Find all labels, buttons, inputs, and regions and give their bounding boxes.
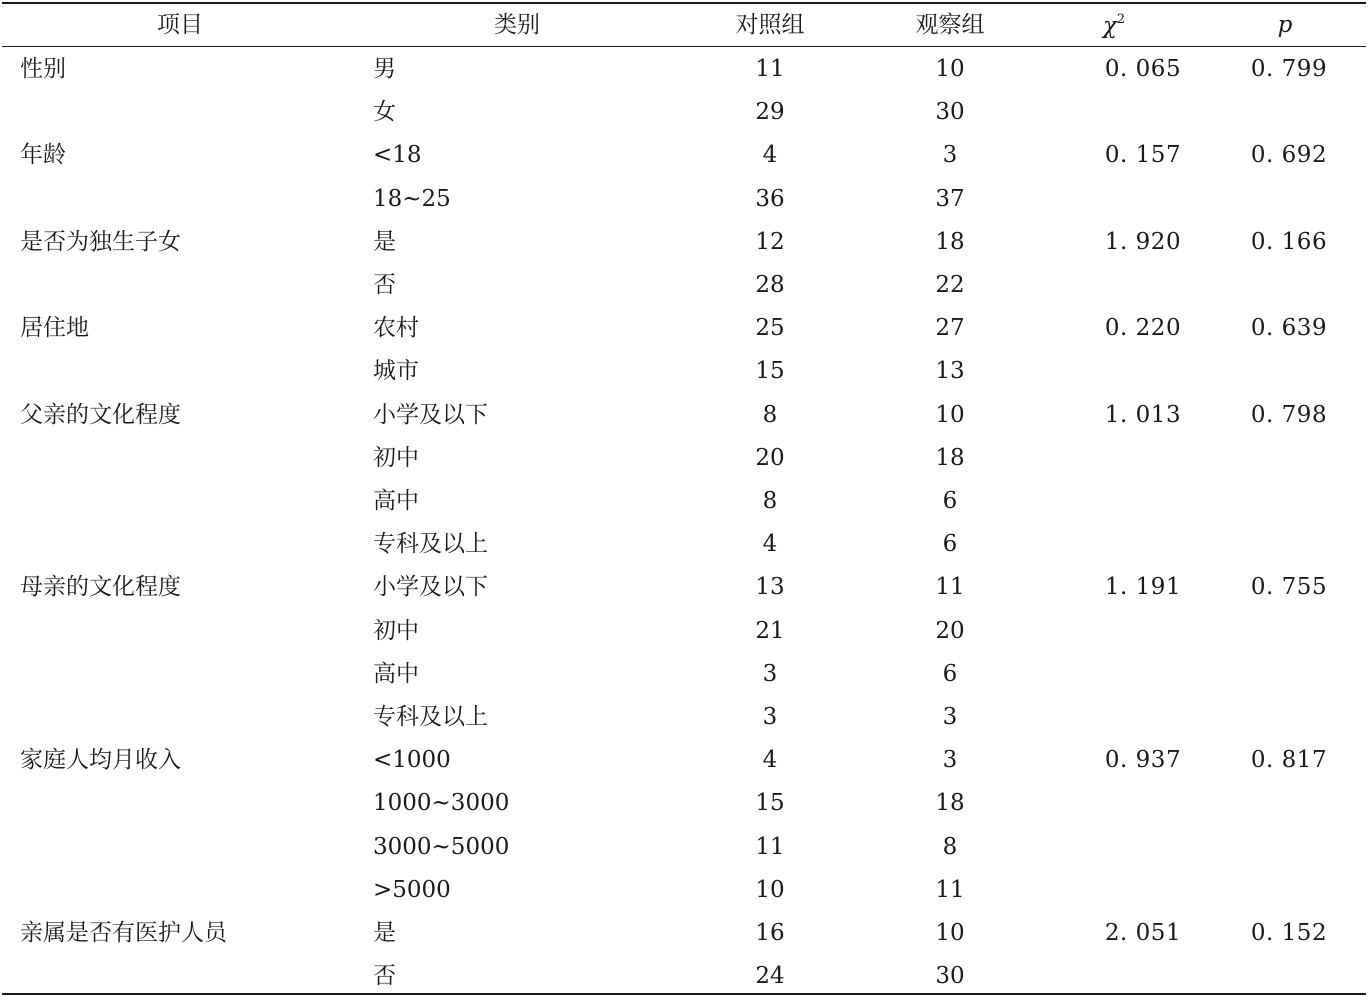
row-observation-count: 6 [942, 531, 958, 558]
row-control-count: 28 [755, 272, 785, 299]
row-chi-square: 1. 013 [1104, 401, 1182, 428]
header-control-group: 对照组 [735, 11, 805, 38]
table-row [2, 782, 1366, 825]
row-observation-count: 6 [942, 488, 958, 515]
table-row [2, 394, 1366, 437]
row-control-count: 15 [755, 790, 785, 817]
table-row [2, 221, 1366, 264]
row-category: 否 [373, 272, 396, 299]
row-control-count: 15 [755, 358, 785, 385]
header-p-value: p [1277, 11, 1293, 38]
table-row [2, 523, 1366, 566]
row-observation-count: 3 [942, 747, 958, 774]
row-control-count: 3 [762, 704, 778, 731]
row-control-count: 4 [762, 142, 778, 169]
table-header-rule [2, 46, 1366, 47]
row-chi-square: 1. 191 [1104, 574, 1182, 601]
row-control-count: 4 [762, 747, 778, 774]
row-p-value: 0. 817 [1250, 747, 1328, 774]
row-category: 男 [373, 56, 396, 83]
row-item: 母亲的文化程度 [20, 574, 181, 601]
row-p-value: 0. 639 [1250, 315, 1328, 342]
row-control-count: 20 [755, 444, 785, 471]
row-item: 家庭人均月收入 [20, 747, 181, 774]
row-observation-count: 27 [935, 315, 965, 342]
row-p-value: 0. 799 [1250, 56, 1328, 83]
row-control-count: 8 [762, 401, 778, 428]
row-chi-square: 0. 220 [1104, 315, 1182, 342]
row-observation-count: 11 [935, 876, 965, 903]
row-category: 18~25 [373, 185, 451, 212]
row-observation-count: 18 [935, 228, 965, 255]
row-observation-count: 18 [935, 444, 965, 471]
row-observation-count: 10 [935, 401, 965, 428]
table-row [2, 91, 1366, 134]
row-control-count: 21 [755, 617, 785, 644]
table-row [2, 264, 1366, 307]
row-category: 初中 [373, 444, 419, 471]
table-row [2, 739, 1366, 782]
row-p-value: 0. 692 [1250, 142, 1328, 169]
row-control-count: 25 [755, 315, 785, 342]
header-chi-square [1103, 13, 1125, 38]
row-item: 亲属是否有医护人员 [20, 920, 227, 947]
table-row [2, 566, 1366, 609]
row-control-count: 3 [762, 660, 778, 687]
table-row [2, 437, 1366, 480]
row-item: 居住地 [20, 315, 89, 342]
row-observation-count: 3 [942, 704, 958, 731]
row-observation-count: 37 [935, 185, 965, 212]
row-item: 是否为独生子女 [20, 228, 181, 255]
row-p-value: 0. 152 [1250, 920, 1328, 947]
row-control-count: 12 [755, 228, 785, 255]
table-row [2, 610, 1366, 653]
row-category: 初中 [373, 617, 419, 644]
row-item: 性别 [20, 56, 66, 83]
row-category: 女 [373, 99, 396, 126]
header-item: 项目 [157, 11, 203, 38]
table-row [2, 134, 1366, 177]
row-control-count: 13 [755, 574, 785, 601]
table-row [2, 350, 1366, 393]
row-observation-count: 30 [935, 99, 965, 126]
row-p-value: 0. 755 [1250, 574, 1328, 601]
row-control-count: 16 [755, 920, 785, 947]
row-category: <18 [373, 142, 422, 169]
row-category: 1000~3000 [373, 790, 510, 817]
row-observation-count: 3 [942, 142, 958, 169]
row-observation-count: 20 [935, 617, 965, 644]
row-category: 是 [373, 228, 396, 255]
row-observation-count: 13 [935, 358, 965, 385]
header-chi-superscript: 2 [1116, 11, 1126, 27]
statistics-table [2, 0, 1366, 996]
row-category: 是 [373, 920, 396, 947]
row-category: 否 [373, 963, 396, 990]
row-category: 小学及以下 [373, 401, 488, 428]
table-row [2, 48, 1366, 91]
row-chi-square: 0. 157 [1104, 142, 1182, 169]
row-chi-square: 0. 937 [1104, 747, 1182, 774]
row-category: <1000 [373, 747, 451, 774]
table-row [2, 955, 1366, 998]
row-chi-square: 1. 920 [1104, 228, 1182, 255]
row-observation-count: 6 [942, 660, 958, 687]
row-p-value: 0. 798 [1250, 401, 1328, 428]
row-control-count: 8 [762, 488, 778, 515]
table-row [2, 912, 1366, 955]
row-control-count: 4 [762, 531, 778, 558]
header-chi-symbol: χ [1102, 12, 1117, 39]
row-observation-count: 30 [935, 963, 965, 990]
row-control-count: 11 [755, 56, 785, 83]
row-category: 农村 [373, 315, 419, 342]
header-observation-group: 观察组 [915, 11, 985, 38]
row-control-count: 36 [755, 185, 785, 212]
row-control-count: 24 [755, 963, 785, 990]
row-control-count: 11 [755, 833, 785, 860]
table-row [2, 696, 1366, 739]
row-category: 高中 [373, 660, 419, 687]
header-category: 类别 [494, 11, 540, 38]
table-row [2, 826, 1366, 869]
row-item: 父亲的文化程度 [20, 401, 181, 428]
row-observation-count: 10 [935, 920, 965, 947]
row-observation-count: 22 [935, 272, 965, 299]
table-row [2, 480, 1366, 523]
row-category: 城市 [373, 358, 419, 385]
table-row [2, 178, 1366, 221]
row-category: 3000~5000 [373, 833, 510, 860]
row-observation-count: 8 [942, 833, 958, 860]
row-category: 小学及以下 [373, 574, 488, 601]
row-item: 年龄 [20, 142, 66, 169]
table-bottom-rule [2, 993, 1366, 995]
table-row [2, 307, 1366, 350]
row-observation-count: 11 [935, 574, 965, 601]
row-control-count: 29 [755, 99, 785, 126]
table-row [2, 869, 1366, 912]
table-header-row [2, 4, 1366, 46]
row-category: 高中 [373, 488, 419, 515]
row-category: >5000 [373, 876, 451, 903]
row-observation-count: 10 [935, 56, 965, 83]
row-chi-square: 2. 051 [1104, 920, 1182, 947]
row-category: 专科及以上 [373, 531, 488, 558]
row-p-value: 0. 166 [1250, 228, 1328, 255]
row-category: 专科及以上 [373, 704, 488, 731]
row-control-count: 10 [755, 876, 785, 903]
table-row [2, 653, 1366, 696]
row-observation-count: 18 [935, 790, 965, 817]
row-chi-square: 0. 065 [1104, 56, 1182, 83]
